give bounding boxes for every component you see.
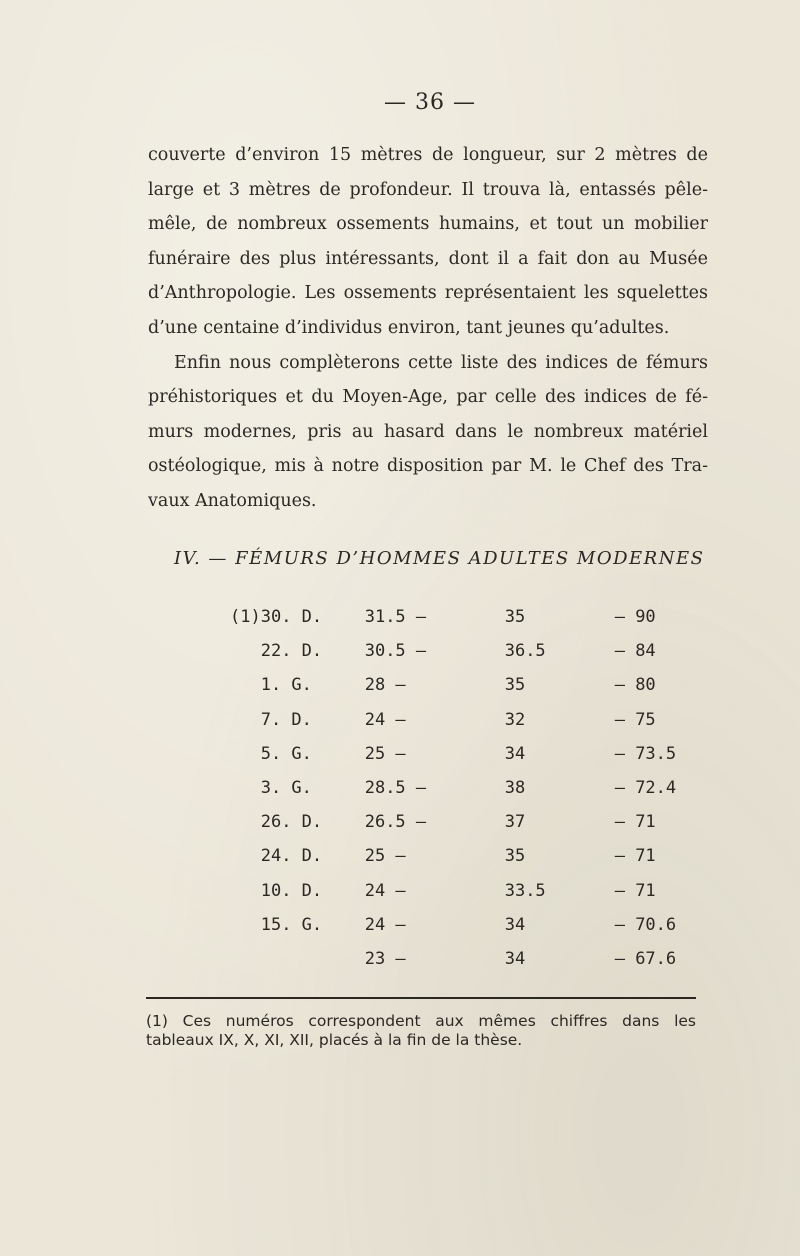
value-b: 32 xyxy=(504,709,526,730)
value-b: 35 xyxy=(504,675,526,696)
value-a: 25 — xyxy=(364,743,406,764)
table-row xyxy=(230,634,695,668)
value-a: 24 — xyxy=(364,709,406,730)
index-value: — 72.4 xyxy=(614,778,677,799)
value-a: 28 — xyxy=(364,675,406,696)
footnote-marker xyxy=(230,703,261,737)
specimen-id: 26. D. xyxy=(260,812,323,833)
footnote-marker xyxy=(230,908,261,942)
value-b: 34 xyxy=(504,948,526,969)
text-line: murs modernes, pris au hasard dans le nombreux matériel xyxy=(148,421,708,442)
body-text xyxy=(148,138,708,519)
paragraph-1 xyxy=(148,138,708,346)
text-line: préhistoriques et du Moyen-Age, par celle des indices de fé- xyxy=(148,387,708,408)
footnote-line: tableaux IX, X, XI, XII, placés à la fin de la thèse. xyxy=(146,1031,523,1049)
footnote-marker: (1) xyxy=(230,607,261,628)
index-value: — 90 xyxy=(614,607,656,628)
table-row xyxy=(230,805,695,839)
index-value: — 71 xyxy=(614,812,656,833)
table-row xyxy=(230,942,695,976)
value-a: 26.5 — xyxy=(364,812,427,833)
value-a: 30.5 — xyxy=(364,641,427,662)
table-row xyxy=(230,668,695,702)
index-value: — 70.6 xyxy=(614,914,677,935)
table-row xyxy=(230,600,695,634)
specimen-id: 3. G. xyxy=(260,778,312,799)
section-title: IV. — FÉMURS D’HOMMES ADULTES MODERNES xyxy=(174,548,705,569)
index-value: — 75 xyxy=(614,709,656,730)
footnote xyxy=(146,1012,696,1050)
table-row xyxy=(230,908,695,942)
value-a: 28.5 — xyxy=(364,778,427,799)
table-row xyxy=(230,703,695,737)
text-line: ostéologique, mis à notre disposition par M. le Chef des Tra- xyxy=(148,456,708,477)
specimen-id: 1. G. xyxy=(260,675,312,696)
index-value: — 67.6 xyxy=(614,948,677,969)
footnote-marker xyxy=(230,634,261,668)
value-a: 23 — xyxy=(364,948,406,969)
footnote-marker xyxy=(230,668,261,702)
footnote-marker xyxy=(230,737,261,771)
specimen-id: 15. G. xyxy=(260,914,323,935)
specimen-id xyxy=(261,942,353,976)
table-row xyxy=(230,771,695,805)
text-line: couverte d’environ 15 mètres de longueur, sur 2 mètres de xyxy=(148,145,708,165)
value-a: 24 — xyxy=(364,914,406,935)
text-line: vaux Anatomiques. xyxy=(148,490,317,511)
text-line: mêle, de nombreux ossements humains, et tout un mobilier xyxy=(148,214,708,235)
femur-index-table xyxy=(230,600,695,976)
index-value: — 84 xyxy=(614,641,656,662)
footnote-marker xyxy=(230,942,261,976)
text-line: funéraire des plus intéressants, dont il a fait don au Musée xyxy=(148,248,708,269)
specimen-id: 30. D. xyxy=(260,607,323,628)
index-value: — 80 xyxy=(614,675,656,696)
index-value: — 73.5 xyxy=(614,743,677,764)
specimen-id: 22. D. xyxy=(260,641,323,662)
table-row xyxy=(230,839,695,873)
specimen-id: 24. D. xyxy=(260,846,323,867)
specimen-id: 7. D. xyxy=(260,709,312,730)
footnote-divider xyxy=(146,997,696,999)
table-row xyxy=(230,737,695,771)
specimen-id: 10. D. xyxy=(260,880,323,901)
index-value: — 71 xyxy=(614,880,656,901)
value-b: 33.5 xyxy=(504,880,546,901)
value-b: 34 xyxy=(504,914,526,935)
text-line: d’Anthropologie. Les ossements représentaient les squelettes xyxy=(148,283,708,304)
page-number: — 36 — xyxy=(384,90,476,115)
value-b: 37 xyxy=(504,812,526,833)
footnote-marker xyxy=(230,771,261,805)
text-line: d’une centaine d’individus environ, tant jeunes qu’adultes. xyxy=(148,317,670,338)
footnote-line: (1) Ces numéros correspondent aux mêmes chiffres dans les xyxy=(146,1012,696,1030)
text-line: large et 3 mètres de profondeur. Il trouva là, entassés pêle- xyxy=(148,179,708,200)
value-b: 36.5 xyxy=(504,641,546,662)
footnote-marker xyxy=(230,874,261,908)
specimen-id: 5. G. xyxy=(260,743,312,764)
value-a: 24 — xyxy=(364,880,406,901)
value-a: 31.5 — xyxy=(364,607,427,628)
value-b: 38 xyxy=(504,778,526,799)
value-b: 35 xyxy=(504,846,526,867)
value-a: 25 — xyxy=(364,846,406,867)
paragraph-2 xyxy=(148,346,708,519)
value-b: 35 xyxy=(504,607,526,628)
table-row xyxy=(230,874,695,908)
text-line: Enfin nous complèterons cette liste des indices de fémurs xyxy=(174,352,708,373)
footnote-marker xyxy=(230,805,261,839)
value-b: 34 xyxy=(504,743,526,764)
index-value: — 71 xyxy=(614,846,656,867)
footnote-marker xyxy=(230,839,261,873)
